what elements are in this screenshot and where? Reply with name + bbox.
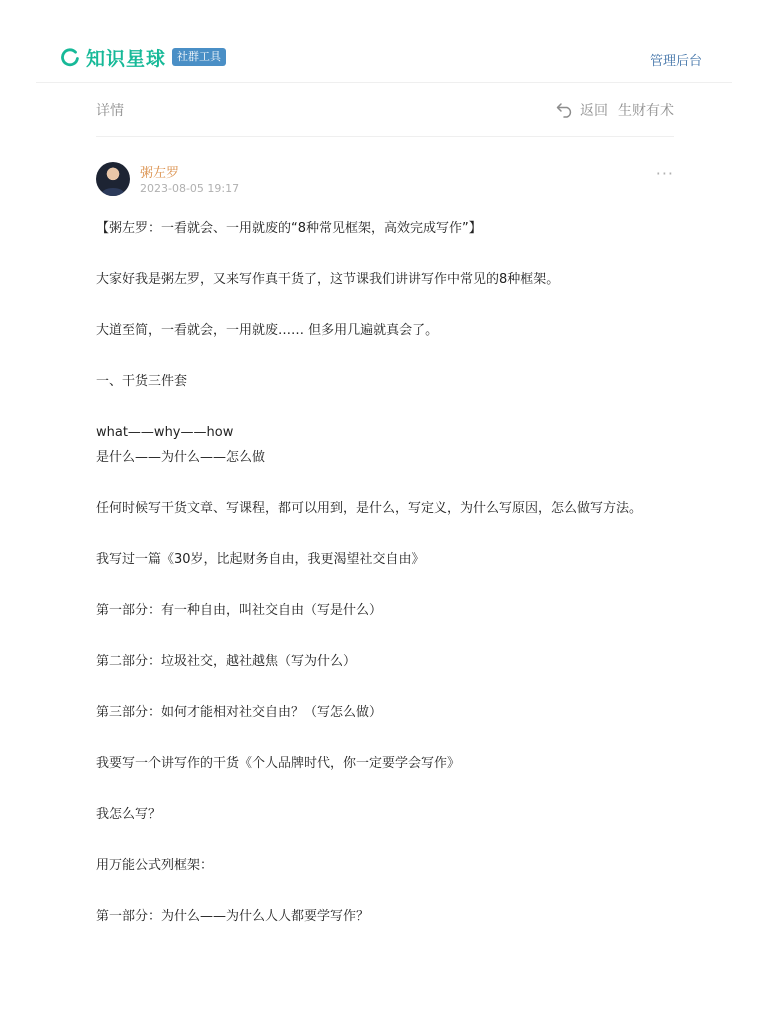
paragraph: 第二部分：垃圾社交，越社越焦（写为什么） (96, 654, 357, 669)
post-title-paragraph: 【粥左罗：一看就会、一用就废的“8种常见框架，高效完成写作”】 (96, 221, 482, 236)
paragraph: 我怎么写？ (96, 807, 162, 822)
paragraph: 我写过一篇《30岁，比起财务自由，我更渴望社交自由》 (96, 552, 425, 567)
top-navigation-bar (36, 32, 732, 83)
logo-tag-badge: 社群工具 (172, 48, 226, 66)
post-timestamp: 2023-08-05 19:17 (140, 182, 240, 195)
logo[interactable] (60, 44, 226, 70)
paragraph: 第三部分：如何才能相对社交自由？（写怎么做） (96, 705, 383, 720)
admin-link[interactable]: 管理后台 (649, 54, 702, 69)
paragraph: 大道至简，一看就会，一用就废…… 但多用几遍就真会了。 (96, 323, 439, 338)
avatar[interactable] (96, 162, 130, 196)
more-options-icon[interactable]: ··· (655, 164, 674, 183)
paragraph: 第一部分：有一种自由，叫社交自由（写是什么） (96, 603, 383, 618)
paragraph: 第一部分：为什么——为什么人人都要学写作？ (96, 909, 370, 924)
group-name[interactable]: 生财有术 (618, 103, 674, 119)
logo-text: 知识星球 (86, 47, 167, 70)
back-navigation (556, 100, 674, 120)
post-author-row (96, 162, 674, 198)
back-arrow-icon[interactable] (556, 102, 574, 118)
paragraph: what——why——how (96, 425, 234, 440)
page-title: 详情 (96, 103, 124, 119)
detail-subheader (96, 96, 674, 137)
section-heading: 一、干货三件套 (96, 374, 188, 389)
post-content (96, 216, 674, 955)
logo-icon (60, 47, 80, 67)
back-button[interactable]: 返回 (580, 103, 608, 119)
author-name[interactable]: 粥左罗 (140, 166, 180, 181)
paragraph: 是什么——为什么——怎么做 (96, 450, 266, 465)
paragraph: 用万能公式列框架： (96, 858, 214, 873)
paragraph: 大家好我是粥左罗，又来写作真干货了，这节课我们讲讲写作中常见的8种框架。 (96, 272, 560, 287)
paragraph: 我要写一个讲写作的干货《个人品牌时代，你一定要学会写作》 (96, 756, 461, 771)
paragraph: 任何时候写干货文章、写课程，都可以用到，是什么，写定义，为什么写原因，怎么做写方法。 (96, 501, 643, 516)
